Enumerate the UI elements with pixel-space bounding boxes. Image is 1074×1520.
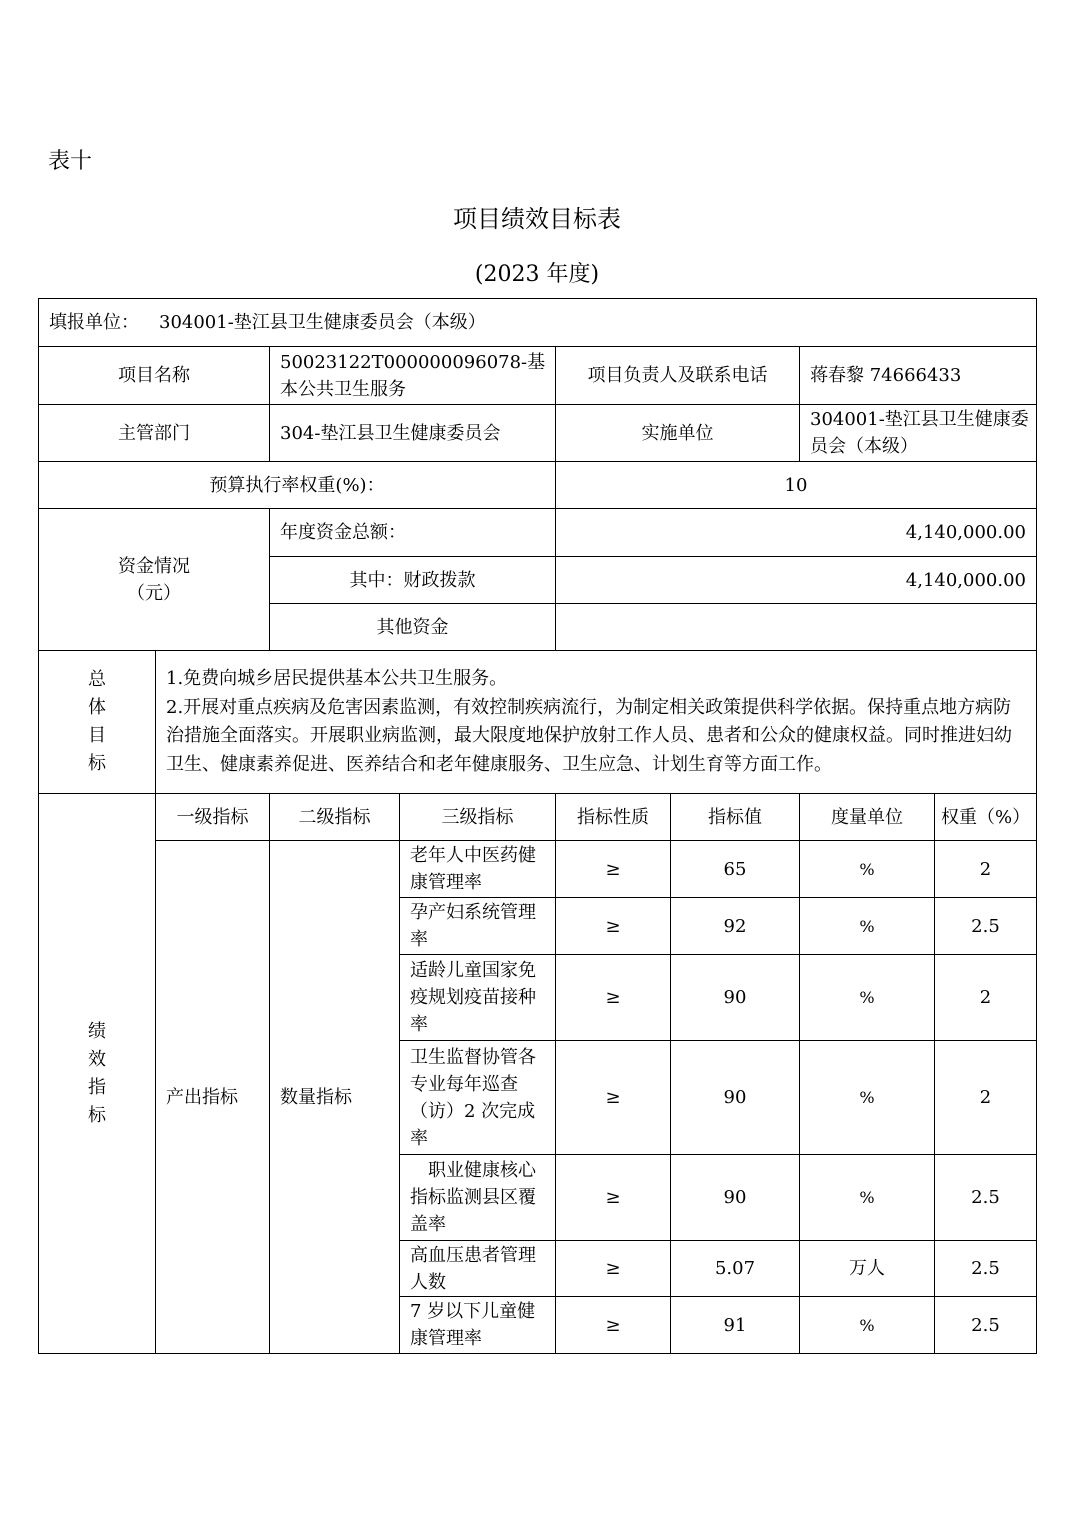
indicator-name: 高血压患者管理人数 — [400, 1241, 556, 1297]
indicator-unit: % — [800, 955, 935, 1041]
indicator-nature: ≥ — [556, 841, 671, 898]
indicator-nature: ≥ — [556, 898, 671, 955]
indicator-value: 90 — [671, 1155, 800, 1241]
indicator-value: 91 — [671, 1297, 800, 1354]
indicator-nature: ≥ — [556, 1297, 671, 1354]
indicator-name: 卫生监督协管各专业每年巡查（访）2 次完成率 — [400, 1041, 556, 1155]
indicator-name: 老年人中医药健康管理率 — [400, 841, 556, 898]
header-unit: 度量单位 — [800, 794, 935, 841]
perf-indicators-label: 绩效指标 — [39, 794, 156, 1354]
header-level1: 一级指标 — [156, 794, 270, 841]
dept-value: 304-垫江县卫生健康委员会 — [270, 405, 556, 462]
indicator-value: 90 — [671, 955, 800, 1041]
indicator-nature: ≥ — [556, 1041, 671, 1155]
overall-goal-text — [156, 651, 1037, 794]
indicator-weight: 2.5 — [935, 1297, 1037, 1354]
level1-output: 产出指标 — [156, 841, 270, 1354]
document-title: 项目绩效目标表 — [453, 205, 621, 233]
annual-total-label: 年度资金总额： — [270, 509, 556, 557]
indicator-value: 65 — [671, 841, 800, 898]
contact-value: 蒋春黎 74666433 — [800, 347, 1037, 405]
reporting-unit-value: 304001-垫江县卫生健康委员会（本级） — [159, 312, 486, 333]
indicator-weight: 2.5 — [935, 898, 1037, 955]
document-year: (2023 年度) — [474, 262, 600, 287]
reporting-unit-label: 填报单位： — [49, 312, 139, 333]
other-funds-value — [556, 604, 1037, 651]
contact-label: 项目负责人及联系电话 — [556, 347, 800, 405]
project-name-value: 50023122T000000096078-基本公共卫生服务 — [270, 347, 556, 405]
header-nature: 指标性质 — [556, 794, 671, 841]
goal-line-1: 1.免费向城乡居民提供基本公共卫生服务。 — [166, 668, 508, 689]
indicator-value: 5.07 — [671, 1241, 800, 1297]
project-name-label: 项目名称 — [39, 347, 270, 405]
header-value: 指标值 — [671, 794, 800, 841]
indicator-unit: % — [800, 1155, 935, 1241]
indicator-unit: 万人 — [800, 1241, 935, 1297]
indicator-unit: % — [800, 1041, 935, 1155]
budget-weight-value: 10 — [556, 462, 1037, 509]
indicator-value: 92 — [671, 898, 800, 955]
indicator-unit: % — [800, 898, 935, 955]
indicator-weight: 2.5 — [935, 1155, 1037, 1241]
overall-goal-label: 总体目标 — [39, 651, 156, 794]
indicator-nature: ≥ — [556, 1241, 671, 1297]
indicator-unit: % — [800, 841, 935, 898]
indicator-weight: 2 — [935, 841, 1037, 898]
performance-target-form — [38, 298, 1037, 1354]
indicator-unit: % — [800, 1297, 935, 1354]
header-level3: 三级指标 — [400, 794, 556, 841]
indicator-value: 90 — [671, 1041, 800, 1155]
dept-label: 主管部门 — [39, 405, 270, 462]
indicator-name: 适龄儿童国家免疫规划疫苗接种率 — [400, 955, 556, 1041]
goal-line-2: 2.开展对重点疾病及危害因素监测，有效控制疾病流行，为制定相关政策提供科学依据。保持重点地方病防治措施全面落实。开展职业病监测，最大限度地保护放射工作人员、患者和公众的健康权益。同时推进妇幼卫生、健康素养促进、医养结合和老年健康服务、卫生应急、计划生育等方面工作。 — [166, 696, 1012, 775]
annual-total-value: 4,140,000.00 — [556, 509, 1037, 557]
fiscal-value: 4,140,000.00 — [556, 557, 1037, 604]
indicator-nature: ≥ — [556, 1155, 671, 1241]
indicator-weight: 2 — [935, 955, 1037, 1041]
reporting-unit-row — [39, 299, 1037, 347]
impl-unit-value: 304001-垫江县卫生健康委员会（本级） — [800, 405, 1037, 462]
other-funds-label: 其他资金 — [270, 604, 556, 651]
header-level2: 二级指标 — [270, 794, 400, 841]
indicator-name: 7 岁以下儿童健康管理率 — [400, 1297, 556, 1354]
fiscal-label: 其中：财政拨款 — [270, 557, 556, 604]
budget-weight-label: 预算执行率权重(%)： — [39, 462, 556, 509]
indicator-weight: 2 — [935, 1041, 1037, 1155]
table-label: 表十 — [48, 149, 93, 174]
indicator-weight: 2.5 — [935, 1241, 1037, 1297]
level2-quantity: 数量指标 — [270, 841, 400, 1354]
indicator-name: 孕产妇系统管理率 — [400, 898, 556, 955]
funds-label: 资金情况（元） — [39, 509, 270, 651]
indicator-nature: ≥ — [556, 955, 671, 1041]
indicator-name: 职业健康核心指标监测县区覆盖率 — [400, 1155, 556, 1241]
header-weight: 权重（%） — [935, 794, 1037, 841]
impl-unit-label: 实施单位 — [556, 405, 800, 462]
